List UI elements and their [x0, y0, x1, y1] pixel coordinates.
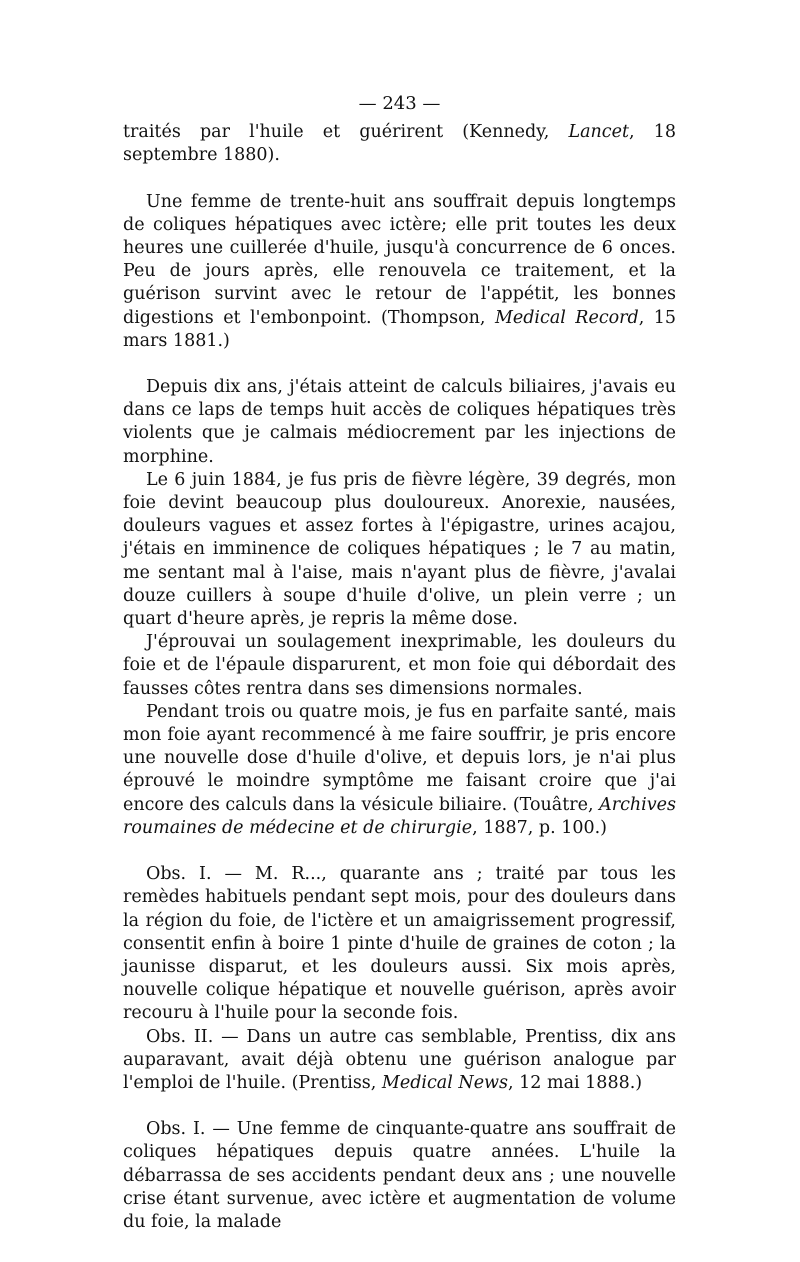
text-run: , 15 mars 1881.) [123, 307, 677, 351]
text-run: traités par l'huile et guérirent (Kennedy, [123, 122, 569, 143]
paragraph [123, 469, 676, 631]
paragraph [123, 121, 676, 167]
text-run: Une femme de trente-huit ans souffrait depuis longtemps de coliques hépatiques avec ictère; elle prit toutes les deux heures une cuillerée d'huile, jusqu'à concurrence de 6 onces. Peu de jours après, elle renouvela ce traitement, et la guérison survint avec le retour de l'appétit, les bonnes digestions et l'embonpoint. (Thompson, [123, 191, 676, 328]
italic-citation: Archives roumaines de médecine et de chirurgie [123, 794, 676, 838]
paragraph [123, 1026, 676, 1096]
text-run: , 18 septembre 1880). [123, 122, 676, 166]
paragraph [123, 863, 676, 1025]
text-run: Obs. I. — M. R..., quarante ans ; traité par tous les remèdes habituels pendant sept mois, pour des douleurs dans la région du foie, de l'ictère et un amaigrissement progressif, consentit enfin à boire 1 pinte d'huile de graines de coton ; la jaunisse disparut, et les douleurs aussi. Six mois après, nouvelle colique hépatique et nouvelle guérison, après avoir recouru à l'huile pour la seconde fois. [123, 864, 676, 1024]
body-text [123, 121, 676, 1234]
paragraph [123, 191, 676, 353]
italic-citation: Medical Record [494, 307, 639, 328]
page [123, 92, 676, 1234]
italic-citation: Lancet [568, 122, 629, 143]
text-run: Obs. I. — Une femme de cinquante-quatre ans souffrait de coliques hépatiques depuis quatre années. L'huile la débarrassa de ses accidents pendant deux ans ; une nouvelle crise étant survenue, avec ictère et augmentation de volume du foie, la malade [123, 1119, 676, 1232]
italic-citation: Medical News [381, 1072, 509, 1093]
text-run: , 1887, p. 100.) [472, 817, 608, 838]
page-number: — 243 — [358, 93, 441, 114]
text-run: J'éprouvai un soulagement inexprimable, les douleurs du foie et de l'épaule disparurent, et mon foie qui débordait des fausses côtes rentra dans ses dimensions normales. [123, 632, 676, 699]
paragraph-gap [123, 1095, 676, 1118]
text-run: Depuis dix ans, j'étais atteint de calculs biliaires, j'avais eu dans ce laps de temps huit accès de coliques hépatiques très violents que je calmais médiocrement par les injections de morphine. [123, 377, 676, 467]
paragraph [123, 1118, 676, 1234]
text-run: Pendant trois ou quatre mois, je fus en parfaite santé, mais mon foie ayant recommencé à me faire souffrir, je pris encore une nouvelle dose d'huile d'olive, et depuis lors, je n'ai plus éprouvé le moindre symptôme me faisant croire que j'ai encore des calculs dans la vésicule biliaire. (Touâtre, [123, 701, 676, 815]
text-run: Obs. II. — Dans un autre cas semblable, Prentiss, dix ans auparavant, avait déjà obtenu une guérison analogue par l'emploi de l'huile. (Prentiss, [123, 1026, 676, 1093]
text-run: , 12 mai 1888.) [508, 1072, 643, 1093]
paragraph [123, 376, 676, 469]
paragraph [123, 631, 676, 701]
paragraph-gap [123, 353, 676, 376]
paragraph-gap [123, 840, 676, 863]
text-run: Le 6 juin 1884, je fus pris de fièvre légère, 39 degrés, mon foie devint beaucoup plus douloureux. Anorexie, nausées, douleurs vagues et assez fortes à l'épigastre, urines acajou, j'étais en imminence de coliques hépatiques ; le 7 au matin, me sentant mal à l'aise, mais n'ayant plus de fièvre, j'avalai douze cuillers à soupe d'huile d'olive, un plein verre ; un quart d'heure après, je repris la même dose. [123, 469, 676, 630]
paragraph-gap [123, 168, 676, 191]
paragraph [123, 701, 676, 840]
